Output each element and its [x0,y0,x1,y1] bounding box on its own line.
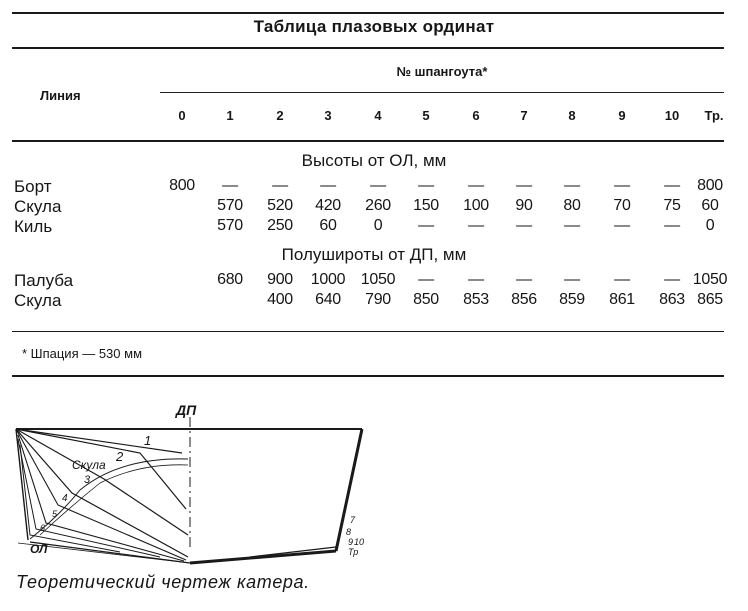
column-header: 8 [568,108,576,123]
table-cell: 853 [463,291,489,308]
station-5 [16,429,186,560]
table-cell: 863 [659,291,685,308]
table-cell: — [614,217,630,234]
footnote-rule [12,375,724,377]
line-header: Линия [40,88,81,103]
column-header: 1 [226,108,234,123]
table-cell: 850 [413,291,439,308]
label-line-4: 4 [62,493,68,504]
table-cell: — [468,271,484,288]
table-cell: 1000 [310,271,346,288]
frame-header-rule [160,92,724,93]
table-cell: — [272,177,288,194]
table-cell: — [614,271,630,288]
table-cell: 1050 [360,271,396,288]
label-line-5: 5 [52,509,58,519]
table-cell: 859 [559,291,585,308]
table-cell: — [370,177,386,194]
table-cell: 570 [217,217,243,234]
table-cell: 150 [413,197,439,214]
table-cell: 90 [515,197,533,214]
row-label: Скула [14,197,62,216]
label-line-3: 3 [84,474,91,486]
column-header: 5 [422,108,430,123]
table-bottom-rule [12,331,724,332]
table-cell: 250 [267,217,293,234]
section-title: Полуширoты от ДП, мм [281,245,467,264]
row-label: Киль [14,217,53,236]
label-skula: Скула [72,458,106,472]
table-cell: 260 [365,197,391,214]
table-cell: — [664,217,680,234]
table-cell: 900 [267,271,293,288]
section-title: Высоты от ОЛ, мм [301,151,447,170]
table-cell: — [516,271,532,288]
column-header: 3 [324,108,332,123]
column-header: 10 [664,108,680,123]
label-line-7: 7 [350,515,356,525]
table-cell: — [468,217,484,234]
table-cell: 520 [267,197,293,214]
drawing-caption: Теоретический чертеж катера. [16,572,310,592]
table-cell: — [418,271,434,288]
table-cell: 680 [217,271,243,288]
row-label: Палуба [14,271,74,290]
label-dp: ДП [176,402,197,418]
row-label: Скула [14,291,62,310]
table-cell: 0 [373,217,383,234]
table-cell: — [468,177,484,194]
left-side-line [16,429,28,540]
label-ol: ОЛ [30,542,48,556]
table-cell: 800 [697,177,723,194]
table-cell: 60 [319,217,337,234]
table-cell: 570 [217,197,243,214]
table-cell: 856 [511,291,537,308]
row-label: Борт [14,177,52,196]
label-line-6: 6 [40,523,46,533]
column-header: 0 [178,108,186,123]
table-cell: — [614,177,630,194]
column-header: 2 [276,108,284,123]
label-line-9: 9 [348,537,354,547]
table-cell: 60 [701,197,719,214]
label-line-10: 10 [354,537,365,547]
table-cell: 790 [365,291,391,308]
table-cell: 80 [563,197,581,214]
table-cell: — [564,271,580,288]
table-cell: 861 [609,291,635,308]
table-cell: — [320,177,336,194]
header-rule [12,140,724,142]
table-cell: — [564,217,580,234]
footnote: * Шпация — 530 мм [22,346,143,361]
table-cell: 865 [697,291,723,308]
label-line-2: 2 [116,449,124,464]
table-cell: 0 [705,217,715,234]
column-header: 7 [520,108,528,123]
table-cell: 70 [613,197,631,214]
table-cell: 400 [267,291,293,308]
table-cell: — [516,217,532,234]
column-header: Тр. [704,108,724,123]
table-top-rule [12,12,724,14]
table-cell: 800 [169,177,195,194]
table-cell: 640 [315,291,341,308]
table-cell: 1050 [692,271,728,288]
table-cell: 420 [315,197,341,214]
column-header: 6 [472,108,480,123]
column-header: 9 [618,108,626,123]
table-cell: — [418,217,434,234]
label-line-8: 8 [346,527,352,537]
table-cell: — [516,177,532,194]
table-cell: 75 [663,197,681,214]
table-title: Таблица плазовых ординат [253,17,495,36]
table-cell: — [564,177,580,194]
title-rule [12,47,724,49]
table-cell: — [222,177,238,194]
station-1 [16,429,182,453]
frame-header: № шпангоута* [396,64,488,79]
label-line-1: 1 [144,433,152,448]
bottom-right-line [190,551,336,563]
table-cell: — [664,271,680,288]
label-tr: Тр [348,547,359,557]
hull-lines-drawing [0,395,380,570]
column-header: 4 [374,108,382,123]
table-cell: 100 [463,197,489,214]
table-cell: — [418,177,434,194]
station-4 [16,429,188,557]
table-cell: — [664,177,680,194]
